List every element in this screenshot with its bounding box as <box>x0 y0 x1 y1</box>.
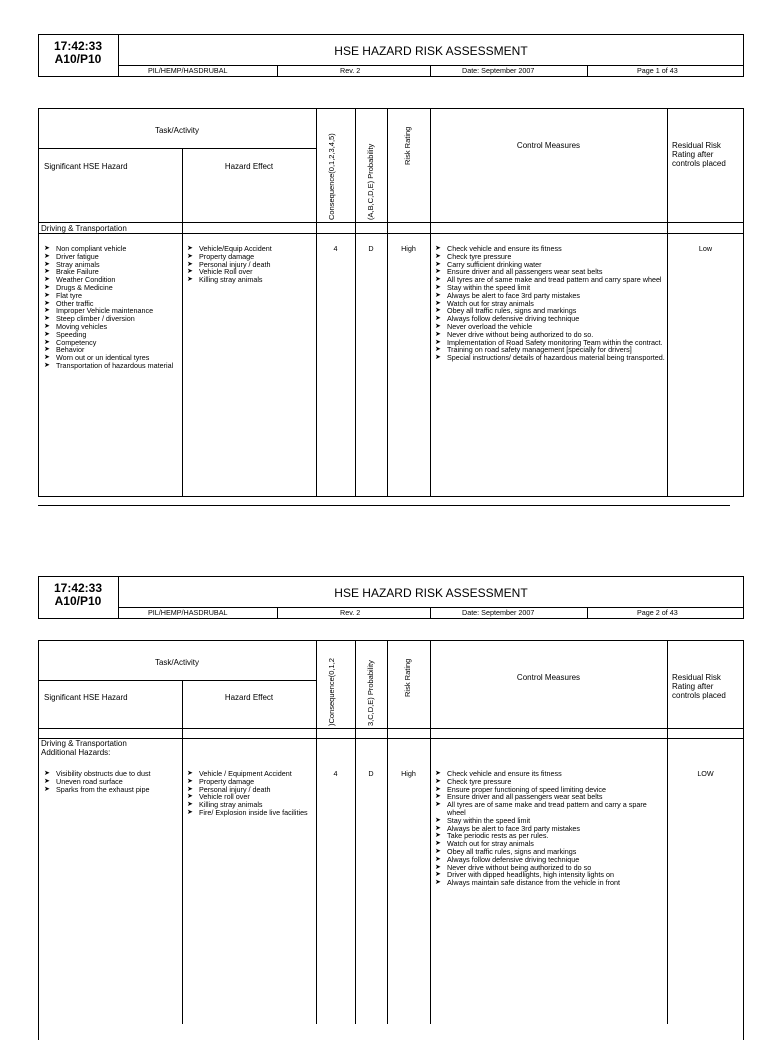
risk-value: High <box>401 244 416 253</box>
control-item: ➤ Never drive without being authorized to do so. <box>435 331 665 339</box>
hazard-item: ➤ Uneven road surface <box>44 778 179 786</box>
control-list <box>435 245 665 362</box>
residual-value: Low <box>698 244 713 253</box>
control-item: ➤ Take periodic rests as per rules. <box>435 832 665 840</box>
hazard-item: ➤ Stray animals <box>44 261 179 269</box>
control-item: ➤ Stay within the speed limit <box>435 284 665 292</box>
effect-item: ➤ Personal injury / death <box>187 261 313 269</box>
page-title: HSE HAZARD RISK ASSESSMENT <box>334 586 528 600</box>
control-item: ➤ Obey all traffic rules, signs and markings <box>435 307 665 315</box>
control-item: ➤ Never overload the vehicle <box>435 323 665 331</box>
control-list <box>435 770 665 887</box>
hazard-item: ➤ Weather Condition <box>44 276 179 284</box>
hazard-list <box>44 245 179 370</box>
hazard-item: ➤ Brake Failure <box>44 268 179 276</box>
section-subtitle: Additional Hazards: <box>41 748 111 757</box>
control-item: ➤ Special instructions/ details of hazardous material being transported. <box>435 354 665 362</box>
control-item: ➤ All tyres are of same make and tread pattern and carry a spare wheel <box>435 801 665 817</box>
probability-value: D <box>368 769 374 778</box>
page-number: Page 1 of 43 <box>637 66 678 75</box>
header-time: 17:42:33 <box>53 581 103 595</box>
control-item: ➤ Check tyre pressure <box>435 778 665 786</box>
effect-item: ➤ Vehicle Roll over <box>187 268 313 276</box>
effect-item: ➤ Property damage <box>187 253 313 261</box>
consequence-value: 4 <box>333 769 338 778</box>
control-item: ➤ Ensure driver and all passengers wear seat belts <box>435 268 665 276</box>
hazard-item: ➤ Moving vehicles <box>44 323 179 331</box>
residual-value: LOW <box>697 769 714 778</box>
consequence-value: 4 <box>333 244 338 253</box>
effect-item: ➤ Vehicle roll over <box>187 793 313 801</box>
control-item: ➤ Check vehicle and ensure its fitness <box>435 770 665 778</box>
control-item: ➤ Check tyre pressure <box>435 253 665 261</box>
revision: Rev. 2 <box>340 608 361 617</box>
col-residual-risk: Residual Risk Rating after controls placed <box>672 673 726 700</box>
page-number: Page 2 of 43 <box>637 608 678 617</box>
col-control-measures: Control Measures <box>516 673 581 682</box>
effect-item: ➤ Vehicle / Equipment Accident <box>187 770 313 778</box>
col-risk-rating: Risk Rating <box>403 126 412 165</box>
control-item: ➤ Check vehicle and ensure its fitness <box>435 245 665 253</box>
col-hazard-effect: Hazard Effect <box>224 162 274 171</box>
control-item: ➤ Always follow defensive driving technique <box>435 315 665 323</box>
section-title: Driving & Transportation <box>41 739 127 748</box>
control-item: ➤ Watch out for stray animals <box>435 300 665 308</box>
hazard-item: ➤ Steep climber / diversion <box>44 315 179 323</box>
col-significant-hazard: Significant HSE Hazard <box>44 162 128 171</box>
control-item: ➤ Carry sufficient drinking water <box>435 261 665 269</box>
col-task-activity: Task/Activity <box>154 658 199 667</box>
effect-item: ➤ Vehicle/Equip Accident <box>187 245 313 253</box>
hazard-item: ➤ Speeding <box>44 331 179 339</box>
control-item: ➤ Watch out for stray animals <box>435 840 665 848</box>
header-code: A10/P10 <box>54 594 102 608</box>
control-item: ➤ Driver with dipped headlights, high intensity lights on <box>435 871 665 879</box>
effect-list <box>187 770 313 817</box>
col-consequence: Consequence(0,1,2,3,4,5) <box>327 133 336 220</box>
control-item: ➤ Training on road safety management [specially for drivers] <box>435 346 665 354</box>
effect-item: ➤ Property damage <box>187 778 313 786</box>
control-item: ➤ Always be alert to face 3rd party mistakes <box>435 825 665 833</box>
effect-item: ➤ Fire/ Explosion inside live facilities <box>187 809 313 817</box>
hazard-item: ➤ Other traffic <box>44 300 179 308</box>
hazard-item: ➤ Flat tyre <box>44 292 179 300</box>
effect-item: ➤ Personal injury / death <box>187 786 313 794</box>
date: Date: September 2007 <box>462 66 535 75</box>
date: Date: September 2007 <box>462 608 535 617</box>
control-item: ➤ Implementation of Road Safety monitoring Team within the contract. <box>435 339 665 347</box>
hazard-item: ➤ Worn out or un identical tyres <box>44 354 179 362</box>
hazard-item: ➤ Drugs & Medicine <box>44 284 179 292</box>
risk-value: High <box>401 769 416 778</box>
col-risk-rating: Risk Rating <box>403 658 412 697</box>
page-title: HSE HAZARD RISK ASSESSMENT <box>334 44 528 58</box>
col-residual-risk: Residual Risk Rating after controls placed <box>672 141 726 168</box>
effect-list <box>187 245 313 284</box>
control-item: ➤ Ensure driver and all passengers wear seat belts <box>435 793 665 801</box>
hazard-item: ➤ Visibility obstructs due to dust <box>44 770 179 778</box>
hazard-item: ➤ Improper Vehicle maintenance <box>44 307 179 315</box>
probability-value: D <box>368 244 374 253</box>
control-item: ➤ Always be alert to face 3rd party mistakes <box>435 292 665 300</box>
col-consequence: )Consequence(0,1,2 <box>327 658 336 726</box>
col-control-measures: Control Measures <box>516 141 581 150</box>
hazard-list <box>44 770 179 793</box>
doc-ref: PIL/HEMP/HASDRUBAL <box>148 608 228 617</box>
header-time: 17:42:33 <box>53 39 103 53</box>
control-item: ➤ Obey all traffic rules, signs and markings <box>435 848 665 856</box>
hazard-item: ➤ Sparks from the exhaust pipe <box>44 786 179 794</box>
hazard-item: ➤ Competency <box>44 339 179 347</box>
effect-item: ➤ Killing stray animals <box>187 801 313 809</box>
col-significant-hazard: Significant HSE Hazard <box>44 693 128 702</box>
page-divider <box>38 505 730 506</box>
control-item: ➤ Never drive without being authorized to do so <box>435 864 665 872</box>
revision: Rev. 2 <box>340 66 361 75</box>
hazard-item: ➤ Non compliant vehicle <box>44 245 179 253</box>
control-item: ➤ All tyres are of same make and tread pattern and carry spare wheel <box>435 276 665 284</box>
hazard-item: ➤ Behavior <box>44 346 179 354</box>
col-probability: (A,B,C,D,E) Probability <box>366 143 375 220</box>
section-title: Driving & Transportation <box>41 224 127 233</box>
doc-ref: PIL/HEMP/HASDRUBAL <box>148 66 228 75</box>
control-item: ➤ Always follow defensive driving technique <box>435 856 665 864</box>
col-hazard-effect: Hazard Effect <box>224 693 274 702</box>
effect-item: ➤ Killing stray animals <box>187 276 313 284</box>
col-task-activity: Task/Activity <box>154 126 199 135</box>
control-item: ➤ Ensure proper functioning of speed limiting device <box>435 786 665 794</box>
control-item: ➤ Always maintain safe distance from the vehicle in front <box>435 879 665 887</box>
header-code: A10/P10 <box>54 52 102 66</box>
hazard-item: ➤ Transportation of hazardous material <box>44 362 179 370</box>
hazard-item: ➤ Driver fatigue <box>44 253 179 261</box>
control-item: ➤ Stay within the speed limit <box>435 817 665 825</box>
col-probability: 3,C,D,E) Probability <box>366 660 375 726</box>
